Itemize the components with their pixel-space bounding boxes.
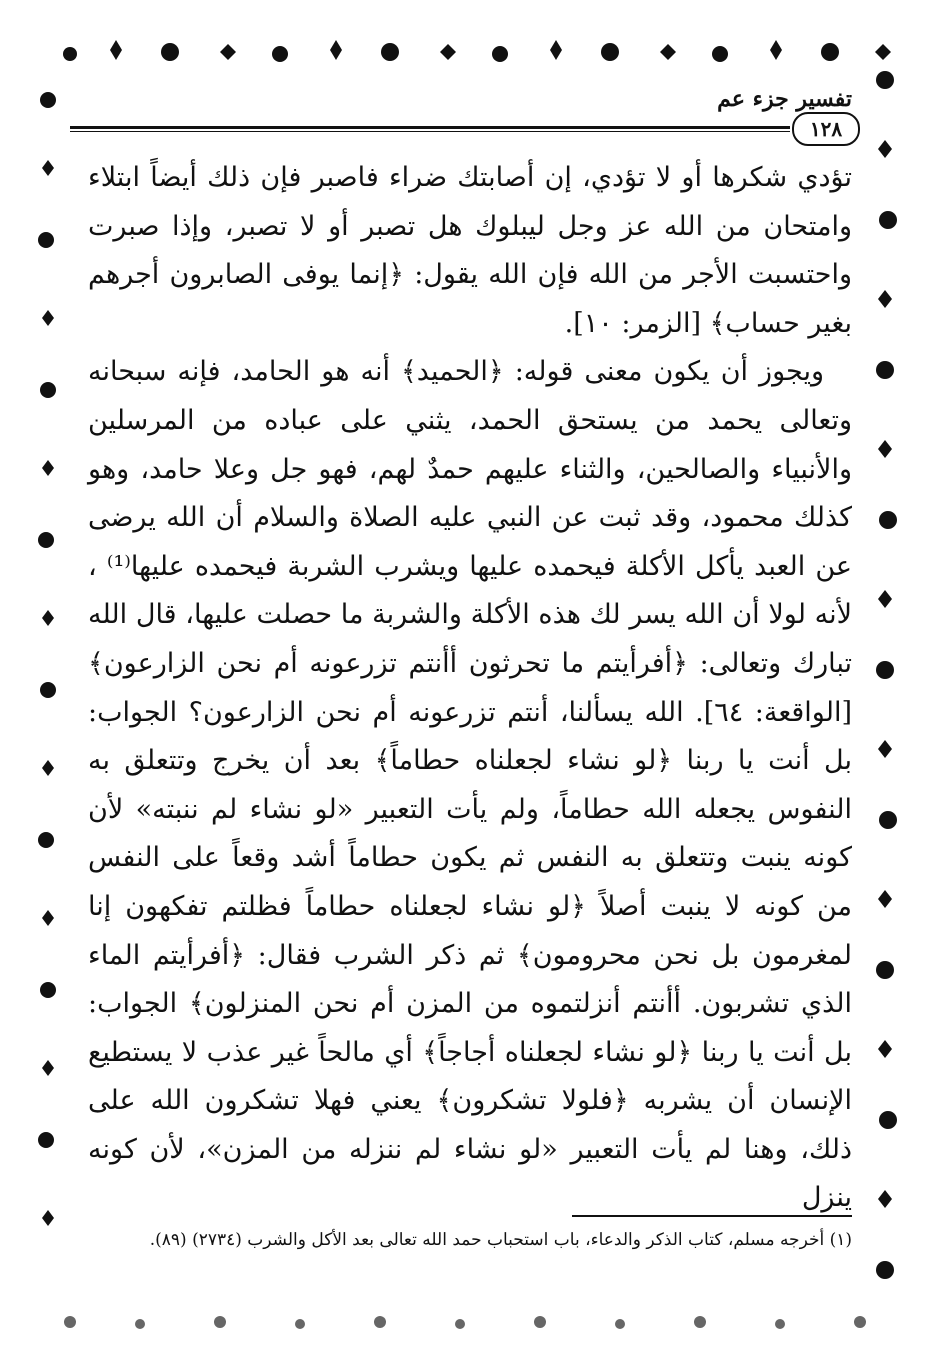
ornament-border-right (860, 60, 910, 1310)
footnote-text: (١) أخرجه مسلم، كتاب الذكر والدعاء، باب استحباب حمد الله تعالى بعد الأكل والشرب (٢٧٣٤) (٨٩). (149, 1230, 852, 1250)
footnote-rule (572, 1215, 852, 1217)
paragraph-1: تؤدي شكرها أو لا تؤدي، إن أصابتك ضراء فاصبر فإن ذلك أيضاً ابتلاء وامتحان من الله عز وجل ليبلوك هل تصبر أو لا تصبر، وإذا صبرت واحتسبت الأجر من الله فإن الله يقول: ﴿إنما يوفى الصابرون أجرهم بغير حساب﴾ [الزمر: ١٠]. (88, 162, 852, 339)
page-number: ١٢٨ (792, 112, 860, 146)
running-header (70, 72, 860, 142)
ornament-border-left (28, 60, 68, 1310)
footnote (82, 1224, 852, 1256)
paragraph-2: ويجوز أن يكون معنى قوله: ﴿الحميد﴾ أنه هو الحامد، فإنه سبحانه وتعالى يحمد من يستحق الحمد، يثني على عباده من المرسلين والأنبياء والصالحين، والثناء عليهم حمدٌ لهم، فهو جل وعلا حامد، وهو كذلك محمود، وقد ثبت عن النبي عليه الصلاة والسلام أن الله يرضى عن العبد يأكل الأكلة فيحمده عليها ويشرب الشربة فيحمده عليها⁽¹⁾ ، لأنه لولا أن الله يسر لك هذه الأكلة والشربة ما حصلت عليها، قال الله تبارك وتعالى: ﴿أفرأيتم ما تحرثون أأنتم تزرعونه أم نحن الزارعون﴾ [الواقعة: ٦٤]. الله يسألنا، أنتم تزرعونه أم نحن الزارعون؟ الجواب: بل أنت يا ربنا ﴿لو نشاء لجعلناه حطاماً﴾ بعد أن يخرج وتتعلق به النفوس يجعله الله حطاماً، ولم يأت التعبير «لو نشاء لم ننبته» لأن كونه ينبت وتتعلق به النفس ثم يكون حطاماً أشد وقعاً على النفس من كونه لا ينبت أصلاً ﴿لو نشاء لجعلناه حطاماً فظلتم تفكهون إنا لمغرمون بل نحن محرومون﴾ ثم ذكر الشرب فقال: ﴿أفرأيتم الماء الذي تشربون. أأنتم أنزلتموه من المزن أم نحن المنزلون﴾ الجواب: بل أنت يا ربنا ﴿لو نشاء لجعلناه أجاجاً﴾ أي مالحاً غير عذب لا يستطيع الإنسان أن يشربه ﴿فلولا تشكرون﴾ يعني فهلا تشكرون الله على ذلك، وهنا لم يأت التعبير «لو نشاء لم ننزله من المزن»، لأن كونه ينزل (88, 356, 852, 1214)
header-rule (70, 126, 790, 129)
ornament-border-top (30, 30, 916, 70)
header-rule-thin (70, 131, 790, 132)
book-page (70, 72, 860, 1312)
header-title: تفسير جزء عم (717, 86, 852, 112)
main-text (88, 154, 852, 1223)
